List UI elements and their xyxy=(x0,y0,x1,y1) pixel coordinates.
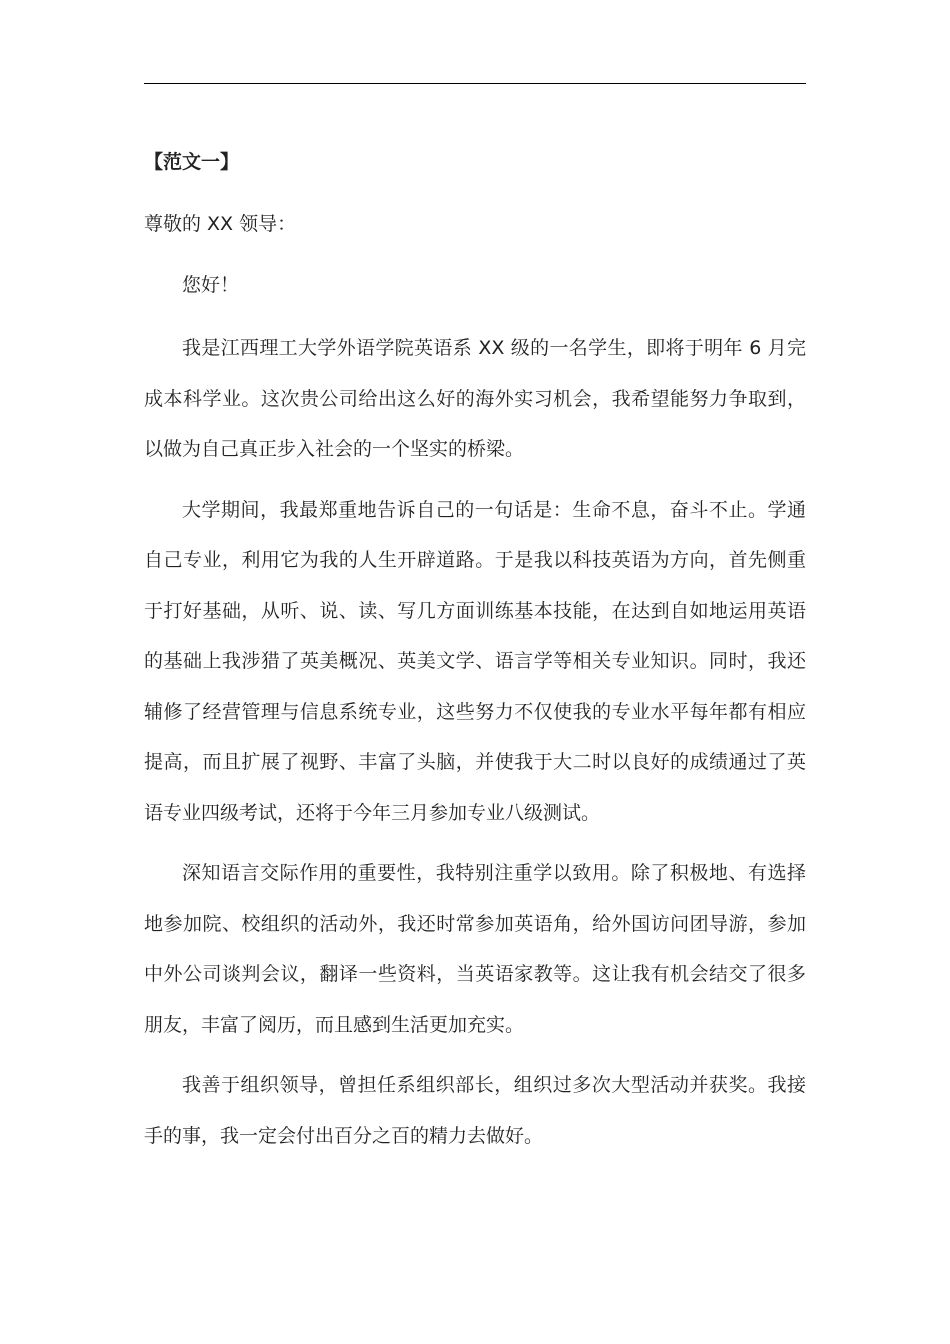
header-rule xyxy=(144,83,806,84)
salutation: 尊敬的 XX 领导： xyxy=(144,213,297,235)
paragraph-introduction: 我是江西理工大学外语学院英语系 XX 级的一名学生，即将于明年 6 月完成本科学业。这次贵公司给出这么好的海外实习机会，我希望能努力争取到，以做为自己真正步入社会的一个坚实的桥梁。 xyxy=(144,337,806,460)
letter-body xyxy=(144,138,806,1171)
paragraph-leadership: 我善于组织领导，曾担任系组织部长，组织过多次大型活动并获奖。我接手的事，我一定会付出百分之百的精力去做好。 xyxy=(144,1074,806,1147)
paragraph-university-study: 大学期间，我最郑重地告诉自己的一句话是：生命不息，奋斗不止。学通自己专业，利用它为我的人生开辟道路。于是我以科技英语为方向，首先侧重于打好基础，从听、说、读、写几方面训练基本技能，在达到自如地运用英语的基础上我涉猎了英美概况、英美文学、语言学等相关专业知识。同时，我还辅修了经营管理与信息系统专业，这些努力不仅使我的专业水平每年都有相应提高，而且扩展了视野、丰富了头脑，并使我于大二时以良好的成绩通过了英语专业四级考试，还将于今年三月参加专业八级测试。 xyxy=(144,498,806,824)
paragraph-language-practice: 深知语言交际作用的重要性，我特别注重学以致用。除了积极地、有选择地参加院、校组织的活动外，我还时常参加英语角，给外国访问团导游，参加中外公司谈判会议，翻译一些资料，当英语家教等。这让我有机会结交了很多朋友，丰富了阅历，而且感到生活更加充实。 xyxy=(144,862,806,1036)
greeting: 您好！ xyxy=(182,274,240,296)
section-heading: 【范文一】 xyxy=(144,151,240,173)
